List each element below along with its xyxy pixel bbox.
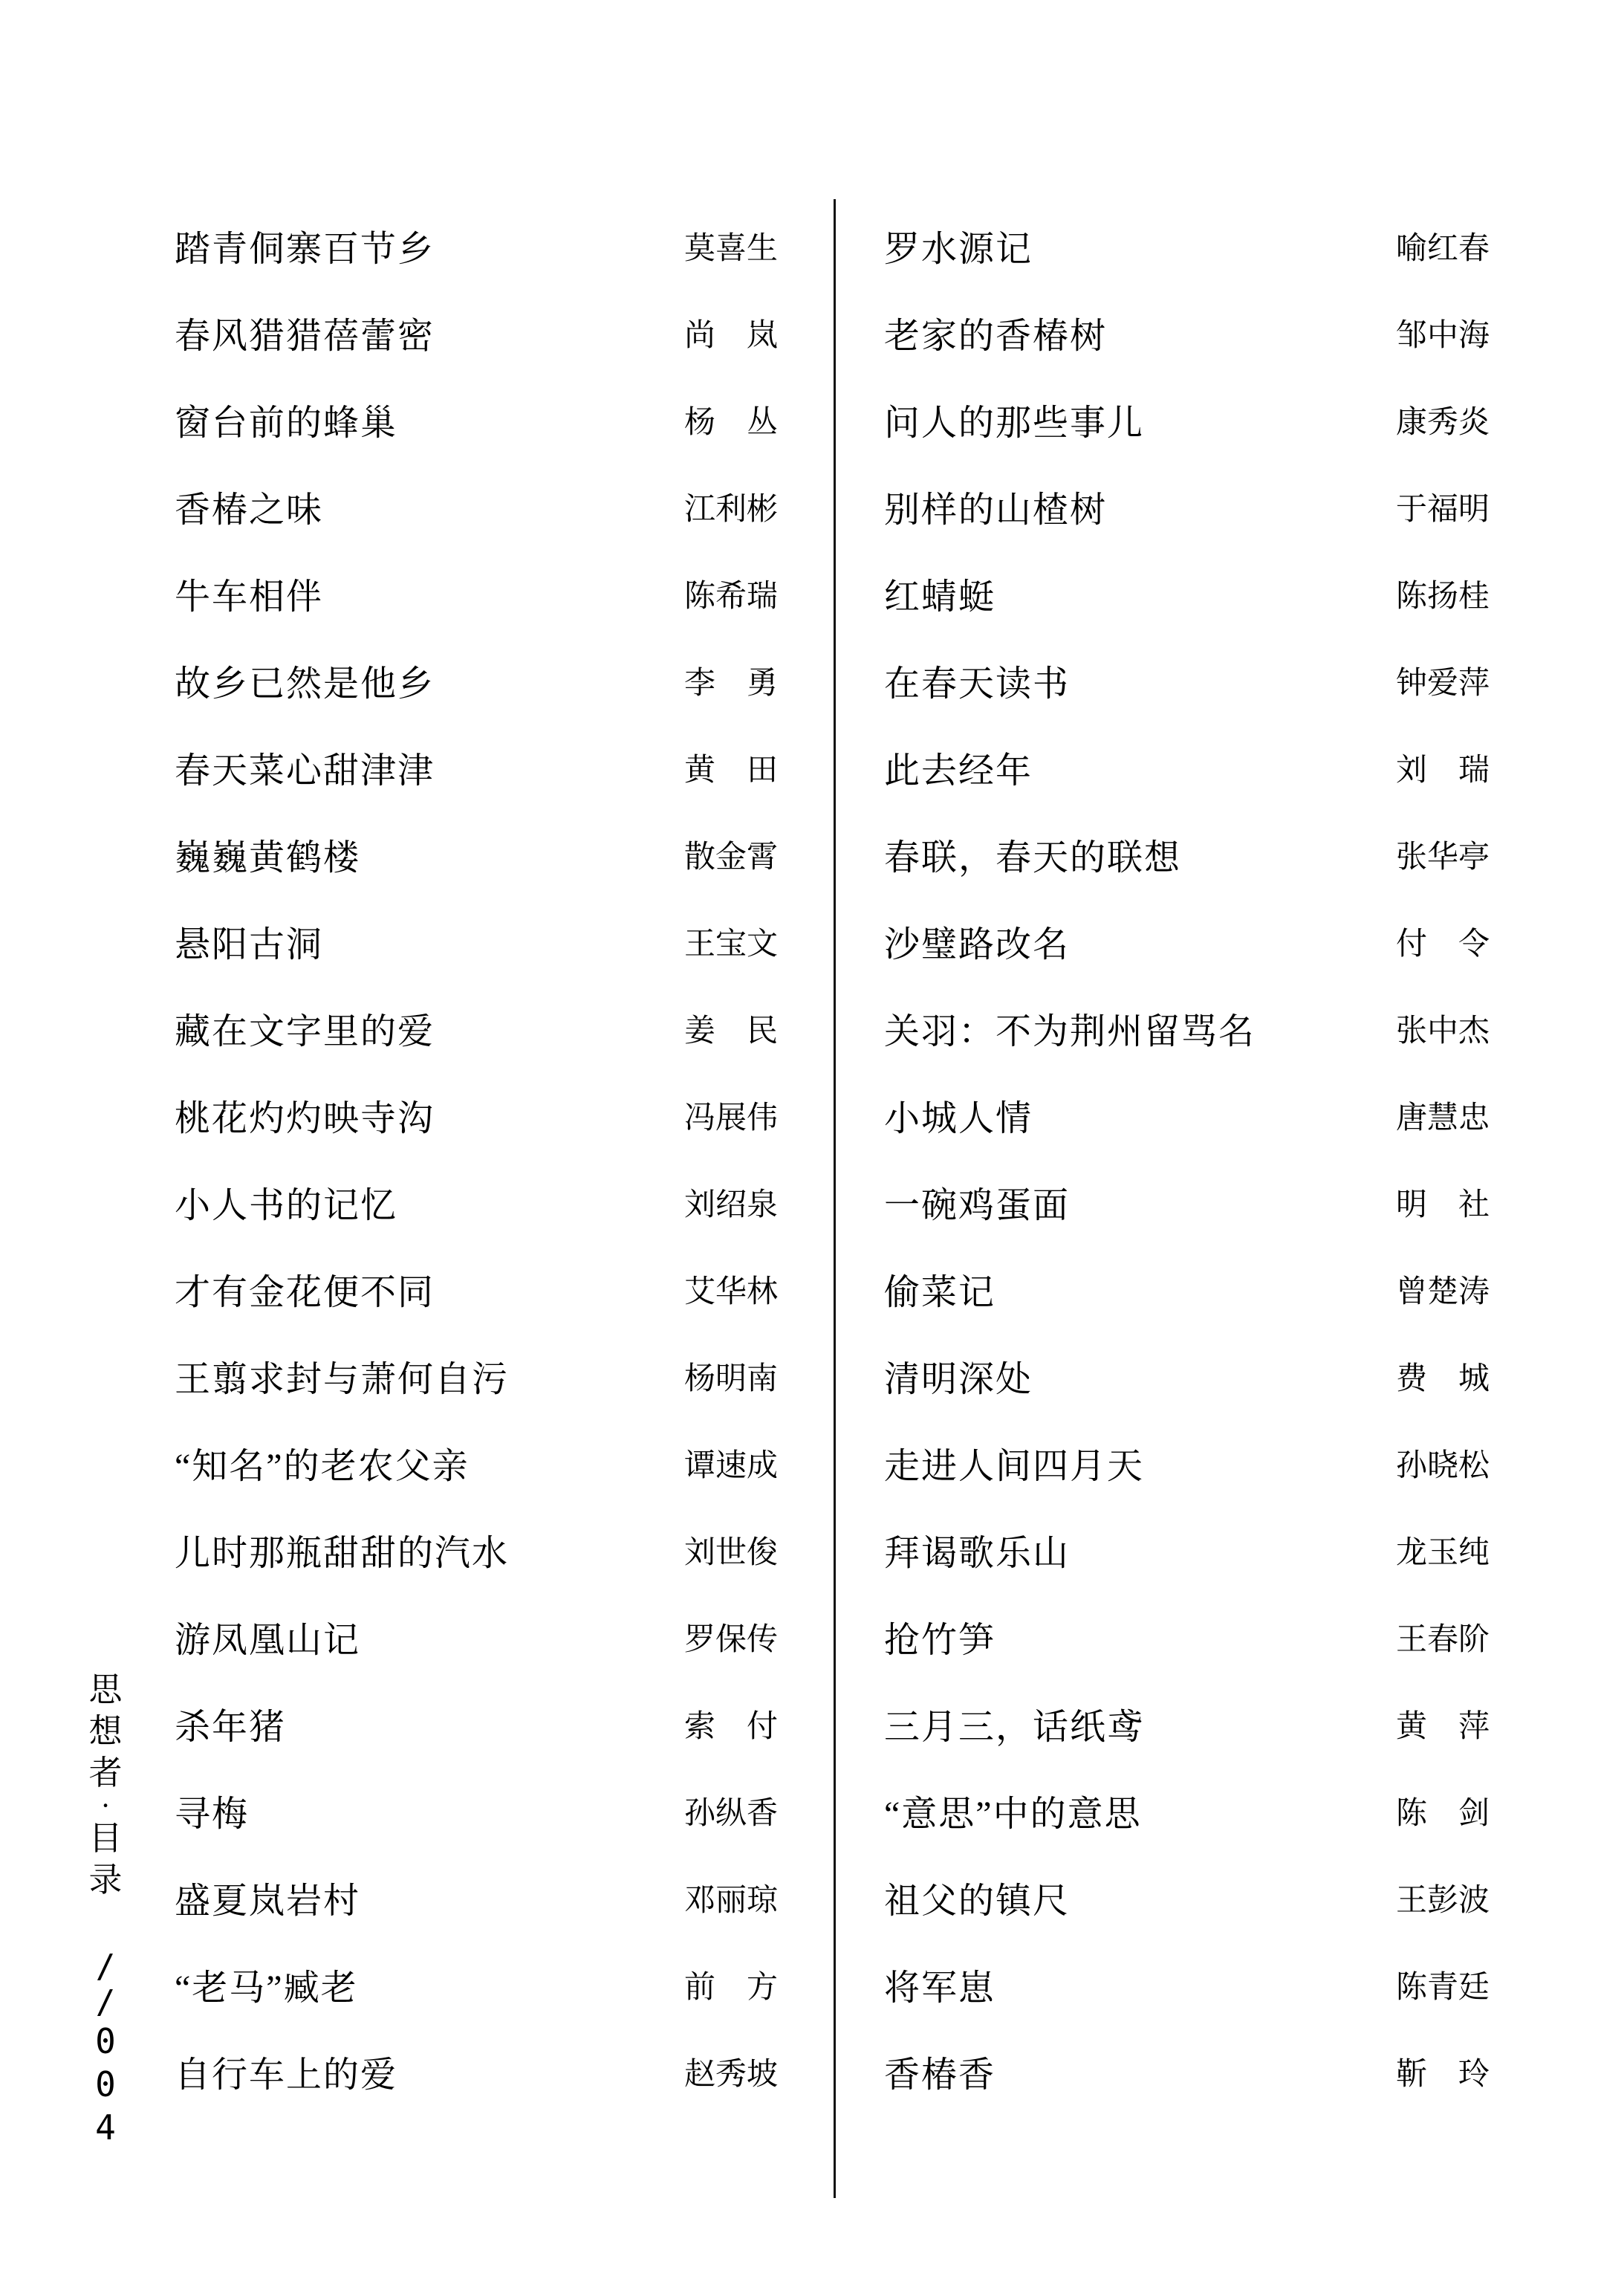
- sidebar-char: /: [95, 1947, 116, 1986]
- sidebar-char: 思: [88, 1671, 123, 1708]
- article-author: 陈扬桂: [1395, 579, 1490, 614]
- article-title: 春风猎猎蓓蕾密: [175, 317, 435, 356]
- article-title: 王翦求封与萧何自污: [175, 1360, 510, 1399]
- toc-entry: [175, 1158, 778, 1245]
- article-title: 清明深处: [884, 1360, 1033, 1399]
- article-title: 杀年猪: [175, 1708, 287, 1747]
- toc-entry: [884, 985, 1490, 1072]
- toc-entry: [175, 1941, 778, 2028]
- article-author: 靳 玲: [1395, 2057, 1490, 2092]
- article-author: 费 城: [1395, 1361, 1490, 1396]
- article-title: 游凤凰山记: [175, 1621, 361, 1660]
- toc-entry: [175, 1072, 778, 1158]
- article-author: 姜 民: [683, 1014, 778, 1048]
- article-author: 邹中海: [1395, 318, 1490, 353]
- toc-entry: [884, 1245, 1490, 1332]
- toc-entry: [175, 1332, 778, 1419]
- toc-entry: [175, 1767, 778, 1854]
- toc-entry: [175, 1593, 778, 1680]
- toc-entry: [884, 1072, 1490, 1158]
- toc-entry: [884, 898, 1490, 985]
- toc-left-column: [175, 202, 778, 2115]
- toc-entry: [175, 376, 778, 463]
- article-author: 杨 丛: [683, 405, 778, 440]
- article-author: 孙纵香: [683, 1796, 778, 1831]
- article-title: 牛车相伴: [175, 577, 324, 617]
- article-author: 黄 萍: [1395, 1709, 1490, 1744]
- toc-entry: [884, 637, 1490, 724]
- toc-entry: [884, 1680, 1490, 1767]
- article-author: 张华亭: [1395, 840, 1490, 875]
- toc-entry: [175, 550, 778, 637]
- article-author: 艾华林: [683, 1274, 778, 1309]
- sidebar-char: 想: [88, 1713, 123, 1750]
- sidebar-page-digit: 0: [95, 2021, 116, 2061]
- article-author: 黄 田: [683, 753, 778, 788]
- toc-entry: [175, 637, 778, 724]
- toc-entry: [884, 1419, 1490, 1506]
- toc-entry: [884, 724, 1490, 811]
- article-author: 孙晓松: [1395, 1448, 1490, 1483]
- article-title: 悬阳古洞: [175, 925, 324, 965]
- article-title: 小人书的记忆: [175, 1186, 398, 1225]
- article-author: 谭速成: [683, 1448, 778, 1483]
- article-author: 喻红春: [1395, 231, 1490, 266]
- article-author: 赵秀坡: [683, 2057, 778, 2092]
- article-author: 李 勇: [683, 666, 778, 701]
- article-author: 王宝文: [683, 927, 778, 962]
- article-title: 春联，春天的联想: [884, 838, 1182, 878]
- article-author: 陈青廷: [1395, 1970, 1490, 2005]
- article-title: 一碗鸡蛋面: [884, 1186, 1071, 1225]
- article-title: 香椿香: [884, 2055, 996, 2095]
- sidebar-vertical-title: [86, 1669, 125, 2149]
- article-title: 此去经年: [884, 751, 1033, 791]
- article-author: 张中杰: [1395, 1014, 1490, 1048]
- article-author: 付 令: [1395, 927, 1490, 962]
- article-author: 刘绍泉: [683, 1187, 778, 1222]
- article-author: 杨明南: [683, 1361, 778, 1396]
- toc-entry: [884, 376, 1490, 463]
- article-title: 在春天读书: [884, 664, 1071, 704]
- sidebar-char: 录: [88, 1861, 123, 1899]
- article-author: 刘世俊: [683, 1535, 778, 1570]
- article-author: 莫喜生: [683, 231, 778, 266]
- article-author: 唐慧忠: [1395, 1101, 1490, 1135]
- article-title: 盛夏岚岩村: [175, 1881, 361, 1921]
- article-author: 陈 剑: [1395, 1796, 1490, 1831]
- sidebar-char: 者: [88, 1754, 123, 1792]
- article-title: 踏青侗寨百节乡: [175, 230, 435, 269]
- article-title: 窗台前的蜂巢: [175, 403, 398, 443]
- article-author: 罗保传: [683, 1622, 778, 1657]
- article-title: 巍巍黄鹤楼: [175, 838, 361, 878]
- sidebar-page-digit: 4: [95, 2107, 116, 2148]
- toc-entry: [175, 1680, 778, 1767]
- toc-entry: [175, 1419, 778, 1506]
- article-author: 于福明: [1395, 492, 1490, 527]
- toc-entry: [884, 1767, 1490, 1854]
- article-title: 沙璧路改名: [884, 925, 1071, 965]
- toc-entry: [884, 1332, 1490, 1419]
- article-author: 龙玉纯: [1395, 1535, 1490, 1570]
- article-title: 抢竹笋: [884, 1621, 996, 1660]
- toc-entry: [884, 2028, 1490, 2115]
- article-author: 散金霄: [683, 840, 778, 875]
- toc-entry: [175, 811, 778, 898]
- article-title: 小城人情: [884, 1099, 1033, 1138]
- article-title: 才有金花便不同: [175, 1273, 435, 1312]
- article-author: 尚 岚: [683, 318, 778, 353]
- article-title: “意思”中的意思: [884, 1795, 1142, 1834]
- sidebar-char: 目: [88, 1820, 123, 1857]
- article-author: 江利彬: [683, 492, 778, 527]
- toc-entry: [884, 202, 1490, 289]
- toc-entry: [884, 1593, 1490, 1680]
- article-author: 冯展伟: [683, 1101, 778, 1135]
- toc-entry: [175, 985, 778, 1072]
- article-title: 藏在文字里的爱: [175, 1012, 435, 1051]
- toc-entry: [175, 463, 778, 550]
- article-author: 钟爱萍: [1395, 666, 1490, 701]
- article-author: 王春阶: [1395, 1622, 1490, 1657]
- toc-entry: [175, 289, 778, 376]
- article-author: 明 社: [1395, 1187, 1490, 1222]
- article-title: 别样的山楂树: [884, 490, 1108, 530]
- article-title: 关羽：不为荆州留骂名: [884, 1012, 1256, 1051]
- toc-entry: [884, 1158, 1490, 1245]
- sidebar-char: /: [95, 1983, 116, 2021]
- toc-entry: [175, 202, 778, 289]
- toc-entry: [884, 1854, 1490, 1941]
- article-author: 邓丽琼: [683, 1883, 778, 1918]
- toc-entry: [884, 289, 1490, 376]
- article-title: 三月三，话纸鸢: [884, 1708, 1145, 1747]
- article-title: 走进人间四月天: [884, 1447, 1145, 1486]
- toc-entry: [175, 724, 778, 811]
- article-title: 桃花灼灼映寺沟: [175, 1099, 435, 1138]
- toc-right-column: [884, 202, 1490, 2115]
- toc-entry: [884, 1941, 1490, 2028]
- article-author: 刘 瑞: [1395, 753, 1490, 788]
- column-divider: [834, 199, 836, 2198]
- toc-entry: [175, 898, 778, 985]
- article-title: 将军崽: [884, 1968, 996, 2008]
- toc-entry: [175, 1854, 778, 1941]
- article-title: 红蜻蜓: [884, 577, 996, 617]
- article-title: “老马”臧老: [175, 1968, 358, 2008]
- article-author: 索 付: [683, 1709, 778, 1744]
- article-title: 故乡已然是他乡: [175, 664, 435, 704]
- article-title: 香椿之味: [175, 490, 324, 530]
- article-title: 老家的香椿树: [884, 317, 1108, 356]
- article-title: 寻梅: [175, 1795, 250, 1834]
- article-author: 王彭波: [1395, 1883, 1490, 1918]
- toc-entry: [175, 2028, 778, 2115]
- article-title: 祖父的镇尺: [884, 1881, 1071, 1921]
- article-title: 罗水源记: [884, 230, 1033, 269]
- toc-entry: [884, 463, 1490, 550]
- sidebar-char: ·: [100, 1789, 111, 1822]
- article-title: 儿时那瓶甜甜的汽水: [175, 1534, 510, 1573]
- article-author: 康秀炎: [1395, 405, 1490, 440]
- toc-entry: [175, 1245, 778, 1332]
- toc-entry: [884, 811, 1490, 898]
- toc-entry: [884, 550, 1490, 637]
- article-author: 陈希瑞: [683, 579, 778, 614]
- article-title: 偷菜记: [884, 1273, 996, 1312]
- article-title: 自行车上的爱: [175, 2055, 398, 2095]
- article-title: 春天菜心甜津津: [175, 751, 435, 791]
- sidebar-page-digit: 0: [95, 2064, 116, 2104]
- article-title: 问人的那些事儿: [884, 403, 1145, 443]
- toc-entry: [175, 1506, 778, 1593]
- article-title: “知名”的老农父亲: [175, 1447, 470, 1486]
- toc-entry: [884, 1506, 1490, 1593]
- article-author: 曾楚涛: [1395, 1274, 1490, 1309]
- article-title: 拜谒歌乐山: [884, 1534, 1071, 1573]
- article-author: 前 方: [683, 1970, 778, 2005]
